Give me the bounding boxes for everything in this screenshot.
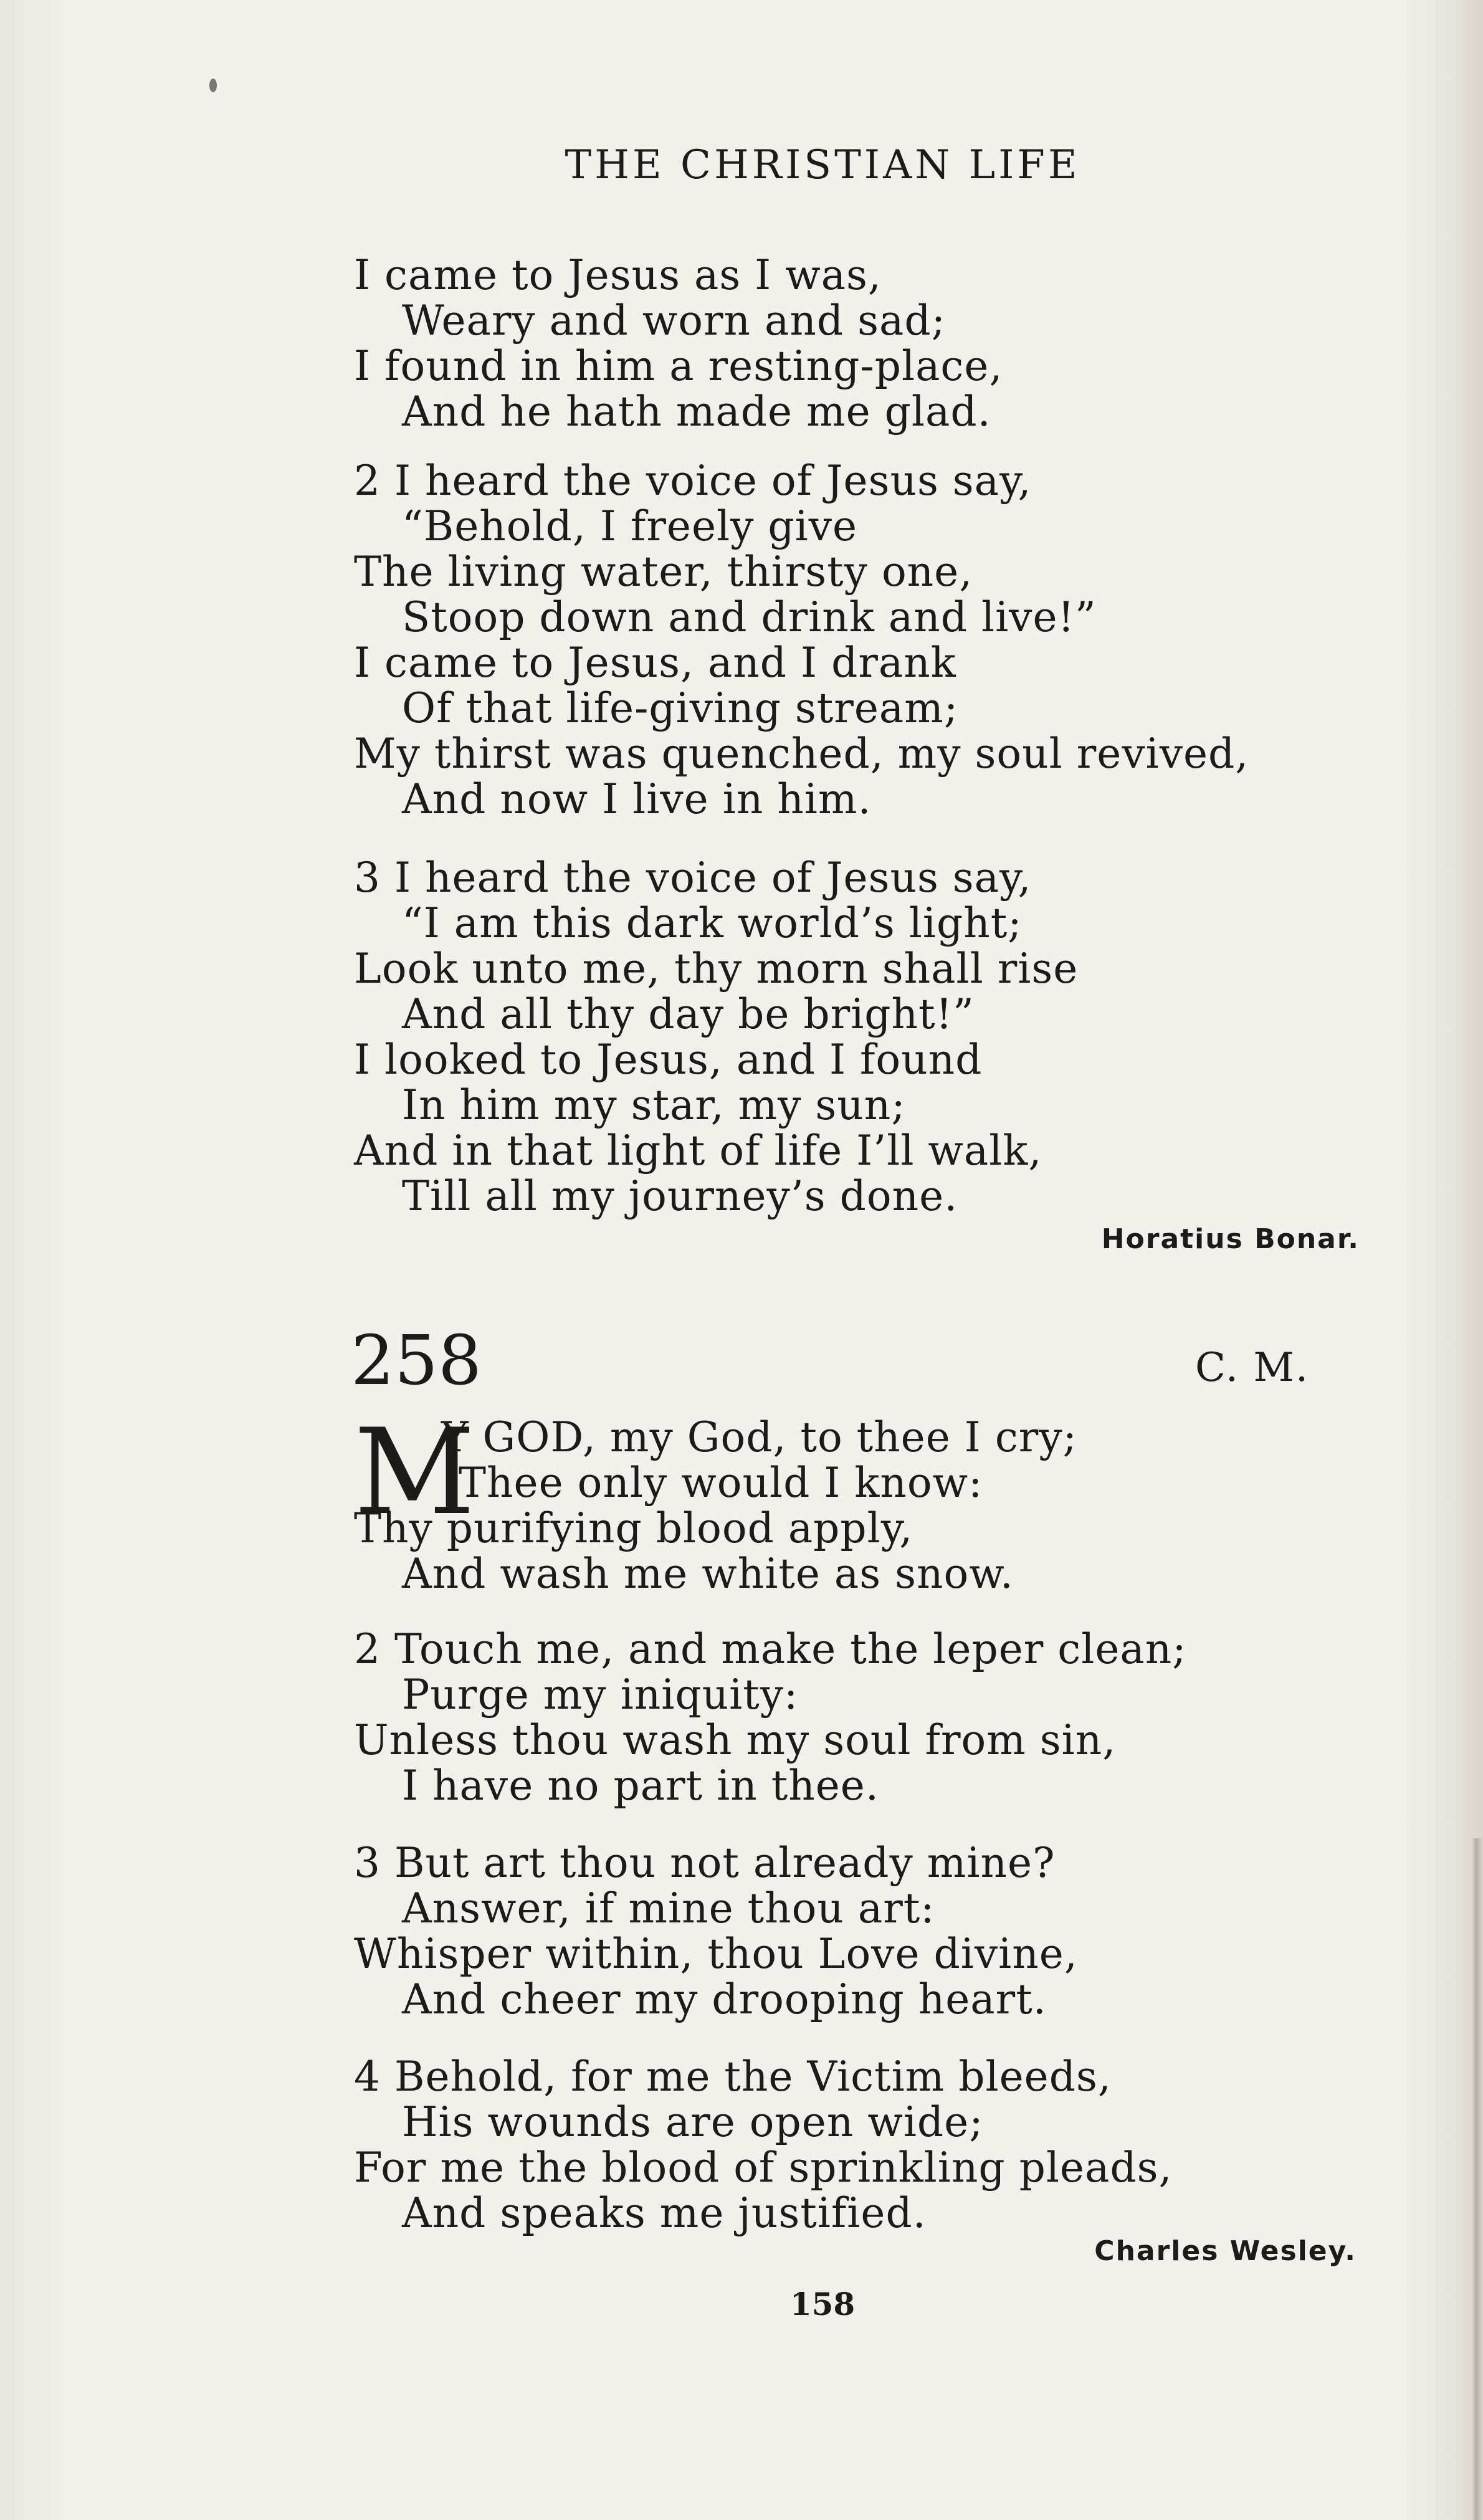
hymn-number: 258: [351, 1320, 482, 1400]
verse-line: Thee only would I know:: [459, 1459, 983, 1507]
verse-line: Unless thou wash my soul from sin,: [354, 1716, 1117, 1764]
hymn-meter: C. M.: [1195, 1345, 1310, 1391]
verse-line: And cheer my drooping heart.: [402, 1975, 1047, 2023]
verse-line: Thy purifying blood apply,: [354, 1504, 913, 1552]
verse-line: Till all my journey’s done.: [402, 1172, 958, 1220]
verse-line: I came to Jesus as I was,: [354, 251, 882, 299]
verse-line: And wash me white as snow.: [402, 1550, 1014, 1598]
drop-cap: M: [354, 1403, 475, 1541]
verse-line: 3 I heard the voice of Jesus say,: [354, 854, 1032, 902]
author-attribution: Horatius Bonar.: [1101, 1223, 1360, 1255]
verse-line: And all thy day be bright!”: [402, 990, 975, 1038]
verse-line: I have no part in thee.: [402, 1762, 879, 1810]
verse-line: Y GOD, my God, to thee I cry;: [441, 1413, 1077, 1461]
verse-line: And in that light of life I’ll walk,: [354, 1127, 1042, 1175]
running-head: THE CHRISTIAN LIFE: [565, 142, 1080, 188]
ink-speck: [209, 79, 217, 92]
verse-line: Purge my iniquity:: [402, 1671, 799, 1719]
verse-line: In him my star, my sun;: [402, 1081, 906, 1129]
verse-line: For me the blood of sprinkling pleads,: [354, 2144, 1173, 2192]
verse-line: And he hath made me glad.: [402, 388, 991, 436]
verse-line: My thirst was quenched, my soul revived,: [354, 730, 1249, 778]
verse-line: I looked to Jesus, and I found: [354, 1036, 983, 1084]
page-number: 158: [789, 2286, 856, 2322]
page-edge-shadow: [1472, 1838, 1483, 2520]
verse-line: Stoop down and drink and live!”: [402, 593, 1097, 641]
verse-line: Answer, if mine thou art:: [402, 1884, 935, 1932]
verse-line: Whisper within, thou Love divine,: [354, 1930, 1078, 1978]
author-attribution: Charles Wesley.: [1094, 2235, 1357, 2267]
verse-line: Look unto me, thy morn shall rise: [354, 945, 1079, 993]
verse-line: Weary and worn and sad;: [402, 297, 946, 345]
verse-line: And now I live in him.: [402, 775, 872, 823]
verse-line: 4 Behold, for me the Victim bleeds,: [354, 2053, 1112, 2101]
verse-line: The living water, thirsty one,: [354, 548, 973, 596]
verse-line: 2 Touch me, and make the leper clean;: [354, 1625, 1187, 1673]
verse-line: 3 But art thou not already mine?: [354, 1839, 1056, 1887]
verse-line: I found in him a resting-place,: [354, 342, 1003, 390]
verse-line: His wounds are open wide;: [402, 2098, 984, 2146]
verse-line: Of that life-giving stream;: [402, 684, 959, 732]
verse-line: 2 I heard the voice of Jesus say,: [354, 457, 1032, 505]
verse-line: And speaks me justified.: [402, 2189, 927, 2237]
verse-line: “I am this dark world’s light;: [402, 899, 1023, 947]
verse-line: “Behold, I freely give: [402, 502, 858, 550]
verse-line: I came to Jesus, and I drank: [354, 639, 956, 687]
